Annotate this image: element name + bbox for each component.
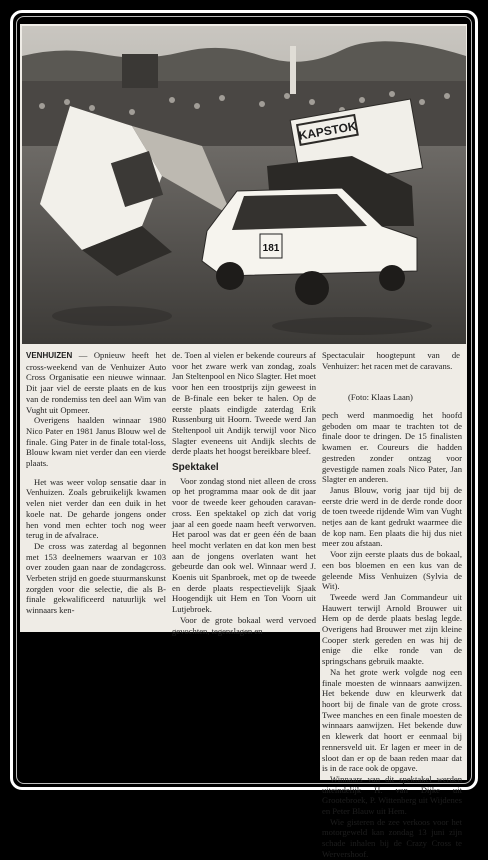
photo-credit: (Foto: Klaas Laan) (348, 392, 413, 402)
col1-paragraph-4: De cross was zaterdag al begonnen met 153 deelnemers waarvan er 103 over zouden gaan naar de zondagcross. Verbeten strijd en goede stuurmanskunst zorgden voor die selectie, die als B-finale gekwalificeerd natuurlijk wel winnaars ken- (26, 540, 166, 616)
article-column-1 (26, 350, 166, 616)
col3-paragraph-4: Tweede werd Jan Commandeur uit Hauwert terwijl Arnold Brouwer uit Hem op de derde plaats beslag legde. Overigens had Brouwer met zijn kleine Cooper sterk gereden en was hij de enige die elke ronde van de springschans gebruik maakte. (322, 591, 462, 667)
col3-paragraph-5: Na het grote werk volgde nog een finale moesten de winnaars aanwijzen. Het bekende duw en kleurwerk dat hoort bij de finale van de grote cross. Twee manches en een finale moesten de winnaars aanwijzen. Het bekende duw en klewerk dat hoort er eenmaal bij rennersveld uit. Er lagen er meer in de sloot dan er op de baan reden maar dat is in de race ook de opgave. (322, 666, 462, 774)
col2-paragraph-2: Voor zondag stond niet alleen de cross op het programma maar ook de dit jaar voor de tweede keer gehouden caravan-cross. Een spektakel op zich dat vorig jaar al een goede naam heeft verworven. Het parool was dat er geen één de baan heel mocht verlaten en dat kon men best aan de jongens overlaten want het gebeurde dan ook wel. Winnaar werd J. Koenis uit Spanbroek, met op de tweede en derde plaats respectievelijk Sjaak Hoogendijk uit Hem en Ton Voorn uit Lutjebroek. (172, 475, 316, 615)
race-photo (22, 26, 466, 344)
col3-paragraph-3: Voor zijn eerste plaats dus de bokaal, een bos bloemen en een kus van de geleende Miss Venhuizen (Sylvia de Wit). (322, 549, 462, 592)
article-column-3 (322, 410, 462, 860)
article-column-2 (172, 350, 316, 636)
col3-paragraph-7: Wie gisteren de zee verkoos voor het motorgeweld kan zondag 13 juni zijn schade inhalen bij de Crazy Cross te Wervershoof. (322, 816, 462, 859)
caption-text: Spectaculair hoogtepunt van de Venhuizer: het racen met de caravans. (322, 350, 460, 371)
dateline: VENHUIZEN (26, 351, 73, 360)
section-heading: Spektakel (172, 462, 219, 474)
caravan-sign-text: KAPSTOK (297, 118, 358, 143)
col3-paragraph-1: pech werd manmoedig het hoofd geboden om maar te trachten tot de finale door te dringen. De 15 finalisten kwamen er. Coureurs die hadden gestreden zonder ontzag voor gevestigde namen zoals Nico Pater, Jan Slagter en anderen. (322, 410, 462, 485)
col1-paragraph-2: Overigens haalden winnaar 1980 Nico Pater en 1981 Janus Blouw wel de finale. Ging Pater in de finale total-loss, Blouw kwam niet verder dan een vierde plaats. (26, 415, 166, 469)
col1-paragraph-1: — Opnieuw heeft het cross-weekend van de Venhuizer Auto Cross Organisatie een nieuwe winnaar. Dit jaar viel de eerste plaats en de kus van de rondemiss ten deel aan Wim van Vught uit Opmeer. (26, 350, 166, 415)
col1-paragraph-3: Het was weer volop sensatie daar in Venhuizen. Zoals gebruikelijk kwamen velen niet verder dan een duik in het koele nat. De geharde jongens onder hen vond men echter toch nog weer terug in de afvalrace. (26, 476, 166, 541)
col2-paragraph-1: de. Toen al vielen er bekende coureurs af voor het zware werk van zondag, zoals Jan Steltenpool en Nico Slagter. Het moet voor hen een troostprijs zijn geweest in de B-finale een beker te halen. Op de eerste plaats eindigde zaterdag Erik Russenburg uit Hoorn. Tweede werd Jan Steltenpool uit Andijk terwijl voor Nico Slagter eveneens uit Andijk slechts de derde plaats het hoogst bereikbare bleef. (172, 350, 316, 457)
photo-caption (322, 350, 460, 371)
col2-paragraph-3: Voor de grote bokaal werd vervoed gevochten, tegenslagen en (172, 614, 316, 636)
col3-paragraph-6: Winnaars van dit spektakel werden uiteindelijk H. van Dijke uit Grootebroek, P. Wittenberg uit Wijdenes en Peter Blauw uit Hem. (322, 773, 462, 817)
car-number: 181 (262, 243, 280, 254)
col3-paragraph-2: Janus Blouw, vorig jaar tijd bij de eerste drie werd in de derde ronde door de toen tweede rijdende Wim van Vught netjes aan de kant gedrukt waarmee die de kop nam. Een plaats die hij dus niet meer zou afstaan. (322, 484, 462, 549)
